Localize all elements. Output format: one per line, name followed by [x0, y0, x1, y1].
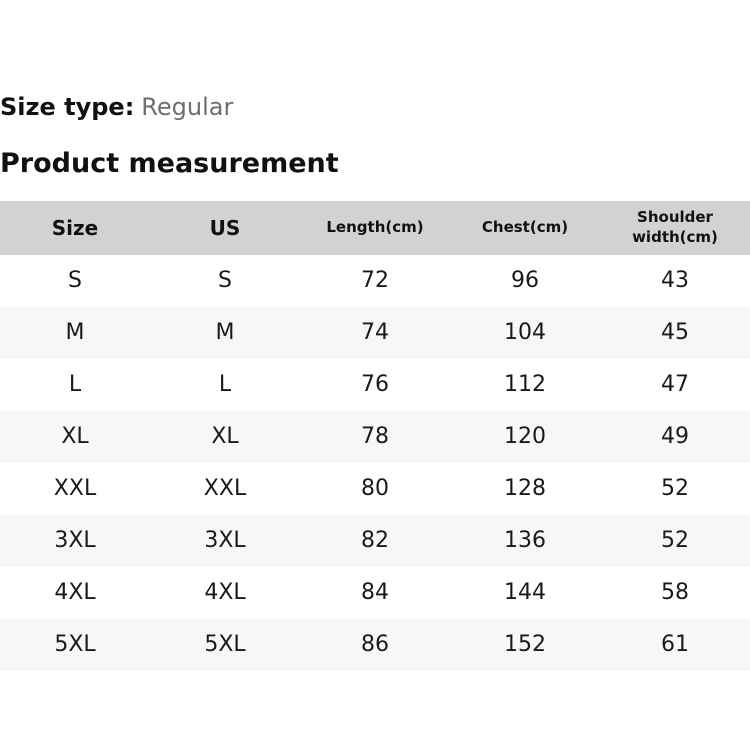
table-cell: M — [215, 320, 235, 346]
table-header-row — [0, 201, 750, 255]
table-cell: 4XL — [204, 580, 246, 606]
table-cell: 80 — [361, 476, 389, 502]
table-cell: 49 — [661, 424, 689, 450]
column-header-us: US — [150, 201, 300, 255]
table-row-m — [0, 307, 750, 359]
table-cell: 47 — [661, 372, 689, 398]
table-cell: 61 — [661, 632, 689, 658]
table-cell: 86 — [361, 632, 389, 658]
size-type-label: Size type: — [0, 93, 135, 121]
table-cell: 5XL — [54, 632, 96, 658]
product-measurement-title: Product measurement — [0, 147, 339, 179]
table-cell: 128 — [504, 476, 546, 502]
table-cell: 52 — [661, 528, 689, 554]
table-cell: 5XL — [204, 632, 246, 658]
table-row-4xl — [0, 567, 750, 619]
table-cell: 43 — [661, 268, 689, 294]
table-cell: 78 — [361, 424, 389, 450]
table-cell: 74 — [361, 320, 389, 346]
table-cell: 84 — [361, 580, 389, 606]
table-row-5xl — [0, 619, 750, 671]
measurement-table — [0, 201, 750, 671]
table-cell: M — [65, 320, 85, 346]
table-cell: 3XL — [54, 528, 96, 554]
column-header-size: Size — [0, 201, 150, 255]
column-header-chest-cm: Chest(cm) — [450, 201, 600, 255]
table-cell: L — [218, 372, 232, 398]
table-cell: L — [68, 372, 82, 398]
table-cell: S — [68, 268, 82, 294]
table-row-xl — [0, 411, 750, 463]
table-cell: 76 — [361, 372, 389, 398]
table-cell: S — [218, 268, 232, 294]
table-body — [0, 255, 750, 671]
table-cell: 3XL — [204, 528, 246, 554]
table-cell: 136 — [504, 528, 546, 554]
table-cell: 4XL — [54, 580, 96, 606]
table-row-l — [0, 359, 750, 411]
table-cell: 82 — [361, 528, 389, 554]
table-cell: 96 — [511, 268, 539, 294]
table-header — [0, 201, 750, 255]
table-row-xxl — [0, 463, 750, 515]
table-cell: XL — [211, 424, 239, 450]
table-cell: 104 — [504, 320, 546, 346]
table-cell: 112 — [504, 372, 546, 398]
table-cell: XL — [61, 424, 89, 450]
table-cell: 72 — [361, 268, 389, 294]
table-row-s — [0, 255, 750, 307]
table-cell: 144 — [504, 580, 546, 606]
table-row-3xl — [0, 515, 750, 567]
column-header-shoulder-width-cm: Shoulder width(cm) — [600, 201, 750, 255]
table-cell: 58 — [661, 580, 689, 606]
column-header-length-cm: Length(cm) — [300, 201, 450, 255]
table-cell: XXL — [53, 476, 97, 502]
table-cell: 120 — [504, 424, 546, 450]
table-cell: XXL — [203, 476, 247, 502]
size-type-row — [0, 94, 750, 122]
table-cell: 45 — [661, 320, 689, 346]
table-cell: 152 — [504, 632, 546, 658]
size-type-value: Regular — [141, 93, 234, 121]
table-cell: 52 — [661, 476, 689, 502]
